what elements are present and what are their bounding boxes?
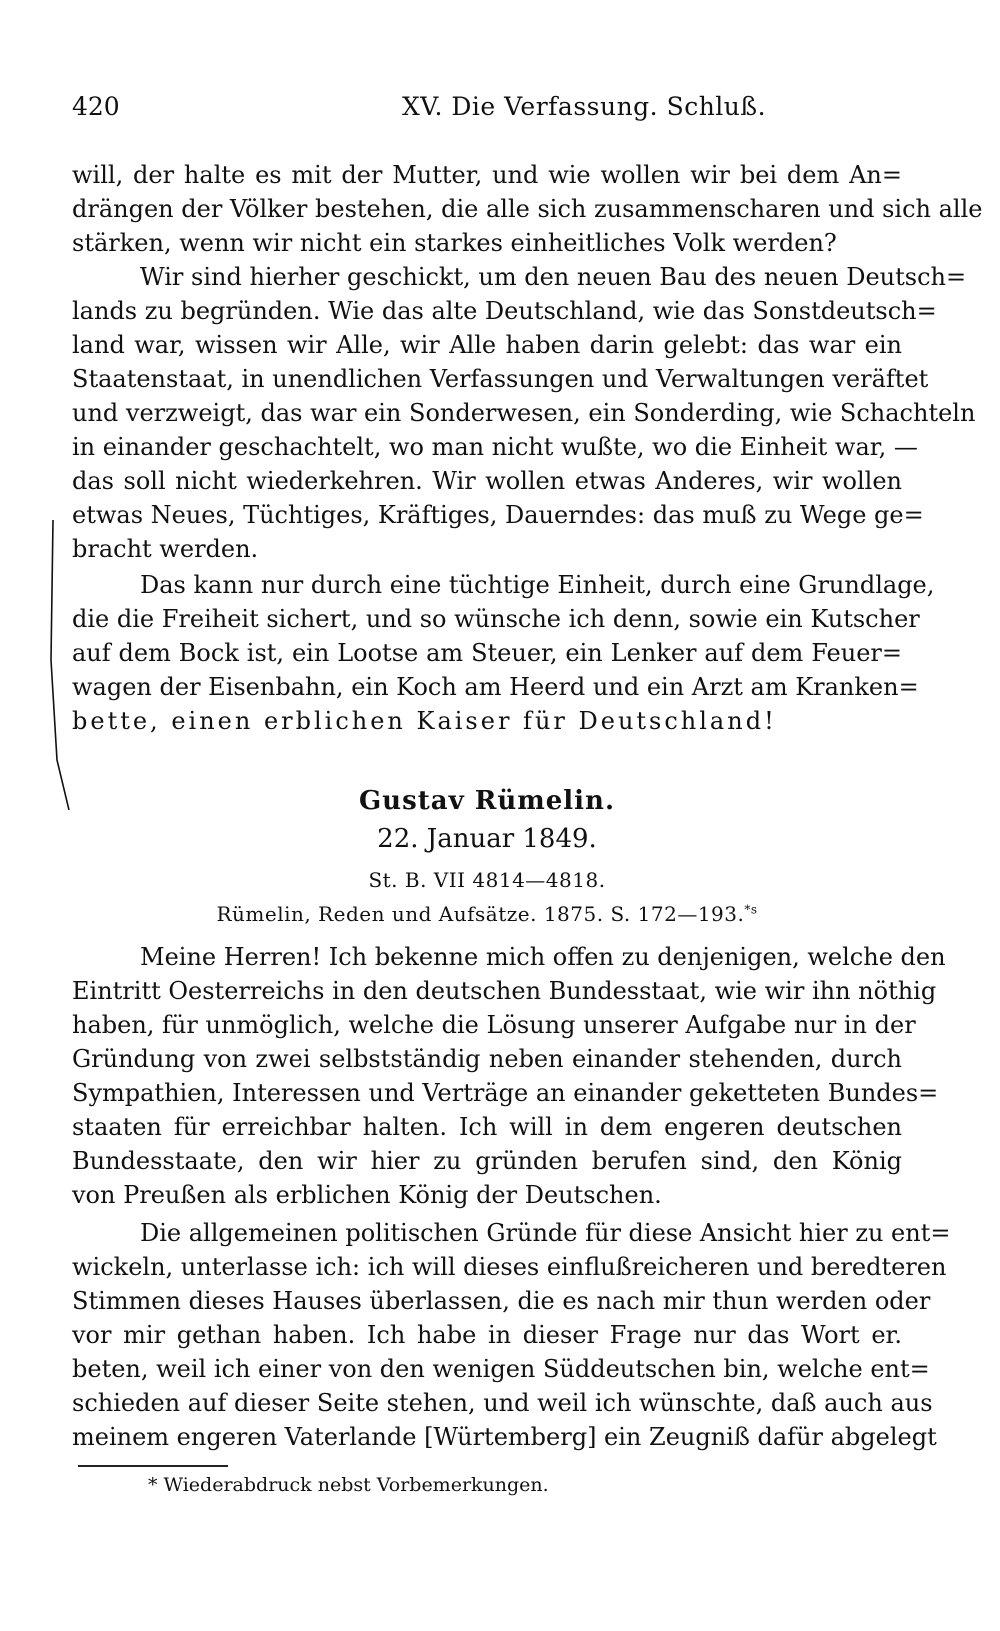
page-number: 420 — [72, 92, 120, 121]
text-line: drängen der Völker bestehen, die alle sich zusammenscharen und sich alle — [72, 195, 983, 223]
text-line: haben, für unmöglich, welche die Lösung unserer Aufgabe nur in der — [72, 1011, 916, 1039]
text-line: und verzweigt, das war ein Sonderwesen, ein Sonderding, wie Schachteln — [72, 399, 976, 427]
text-line: das soll nicht wiederkehren. Wir wollen etwas Anderes, wir wollen — [72, 467, 902, 495]
text-line: lands zu begründen. Wie das alte Deutschland, wie das Sonstdeutsch= — [72, 297, 937, 325]
text-line: auf dem Bock ist, ein Lootse am Steuer, ein Lenker auf dem Feuer= — [72, 639, 902, 667]
source-citation — [72, 902, 902, 926]
text-line: wickeln, unterlasse ich: ich will dieses einflußreicheren und beredteren — [72, 1253, 947, 1281]
text-line: Bundesstaate, den wir hier zu gründen berufen sind, den König — [72, 1147, 902, 1175]
stenographic-reference: St. B. VII 4814—4818. — [368, 868, 606, 892]
text-line: Wir sind hierher geschickt, um den neuen Bau des neuen Deutsch= — [140, 263, 967, 291]
text-line: stärken, wenn wir nicht ein starkes einheitliches Volk werden? — [72, 229, 837, 257]
running-title: XV. Die Verfassung. Schluß. — [402, 92, 767, 121]
text-line: die die Freiheit sichert, und so wünsche ich denn, sowie ein Kutscher — [72, 605, 920, 633]
page-header — [72, 92, 902, 132]
text-line: etwas Neues, Tüchtiges, Kräftiges, Dauerndes: das muß zu Wege ge= — [72, 501, 924, 529]
text-line: bracht werden. — [72, 535, 259, 563]
text-line: wagen der Eisenbahn, ein Koch am Heerd und ein Arzt am Kranken= — [72, 673, 919, 701]
text-line: land war, wissen wir Alle, wir Alle haben darin gelebt: das war ein — [72, 331, 902, 359]
speaker-name: Gustav Rümelin. — [358, 786, 616, 816]
paragraph-reasons — [72, 1216, 951, 1454]
text-line: Meine Herren! Ich bekenne mich offen zu denjenigen, welche den — [140, 943, 946, 971]
paragraph-new-germany — [72, 260, 976, 566]
text-line: von Preußen als erblichen König der Deutschen. — [72, 1181, 662, 1209]
text-line: will, der halte es mit der Mutter, und wie wollen wir bei dem An= — [72, 161, 902, 189]
text-line: Sympathien, Interessen und Verträge an einander geketteten Bundes= — [72, 1079, 939, 1107]
text-line: vor mir gethan haben. Ich habe in dieser Frage nur das Wort er. — [72, 1321, 902, 1349]
text-line: Eintritt Oesterreichs in den deutschen Bundesstaat, wie wir ihn nöthig — [72, 977, 937, 1005]
text-line: Gründung von zwei selbstständig neben einander stehenden, durch — [72, 1045, 902, 1073]
text-line: Das kann nur durch eine tüchtige Einheit, durch eine Grundlage, — [140, 571, 935, 599]
text-line: Staatenstaat, in unendlichen Verfassungen und Verwaltungen veräftet — [72, 365, 929, 393]
text-line: staaten für erreichbar halten. Ich will in dem engeren deutschen — [72, 1113, 902, 1141]
footnote-marker: *s — [744, 902, 758, 917]
text-line: in einander geschachtelt, wo man nicht wußte, wo die Einheit war, — — [72, 433, 918, 461]
footnote: * Wiederabdruck nebst Vorbemerkungen. — [148, 1474, 549, 1496]
text-line: bette, einen erblichen Kaiser für Deutschland! — [72, 707, 777, 735]
paragraph-speech-opening — [72, 940, 946, 1212]
paragraph-continuation — [72, 158, 983, 260]
text-line: meinem engeren Vaterlande [Würtemberg] ein Zeugniß dafür abgelegt — [72, 1423, 937, 1451]
text-line: schieden auf dieser Seite stehen, und weil ich wünschte, daß auch aus — [72, 1389, 933, 1417]
paragraph-emperor — [72, 568, 935, 738]
speech-date: 22. Januar 1849. — [377, 824, 597, 854]
text-line: Stimmen dieses Hauses überlassen, die es nach mir thun werden oder — [72, 1287, 931, 1315]
source-text: Rümelin, Reden und Aufsätze. 1875. S. 172—193. — [216, 902, 745, 926]
footnote-divider — [78, 1465, 228, 1467]
text-line: Die allgemeinen politischen Gründe für diese Ansicht hier zu ent= — [140, 1219, 951, 1247]
margin-line-mark — [45, 520, 75, 810]
text-line: beten, weil ich einer von den wenigen Süddeutschen bin, welche ent= — [72, 1355, 930, 1383]
